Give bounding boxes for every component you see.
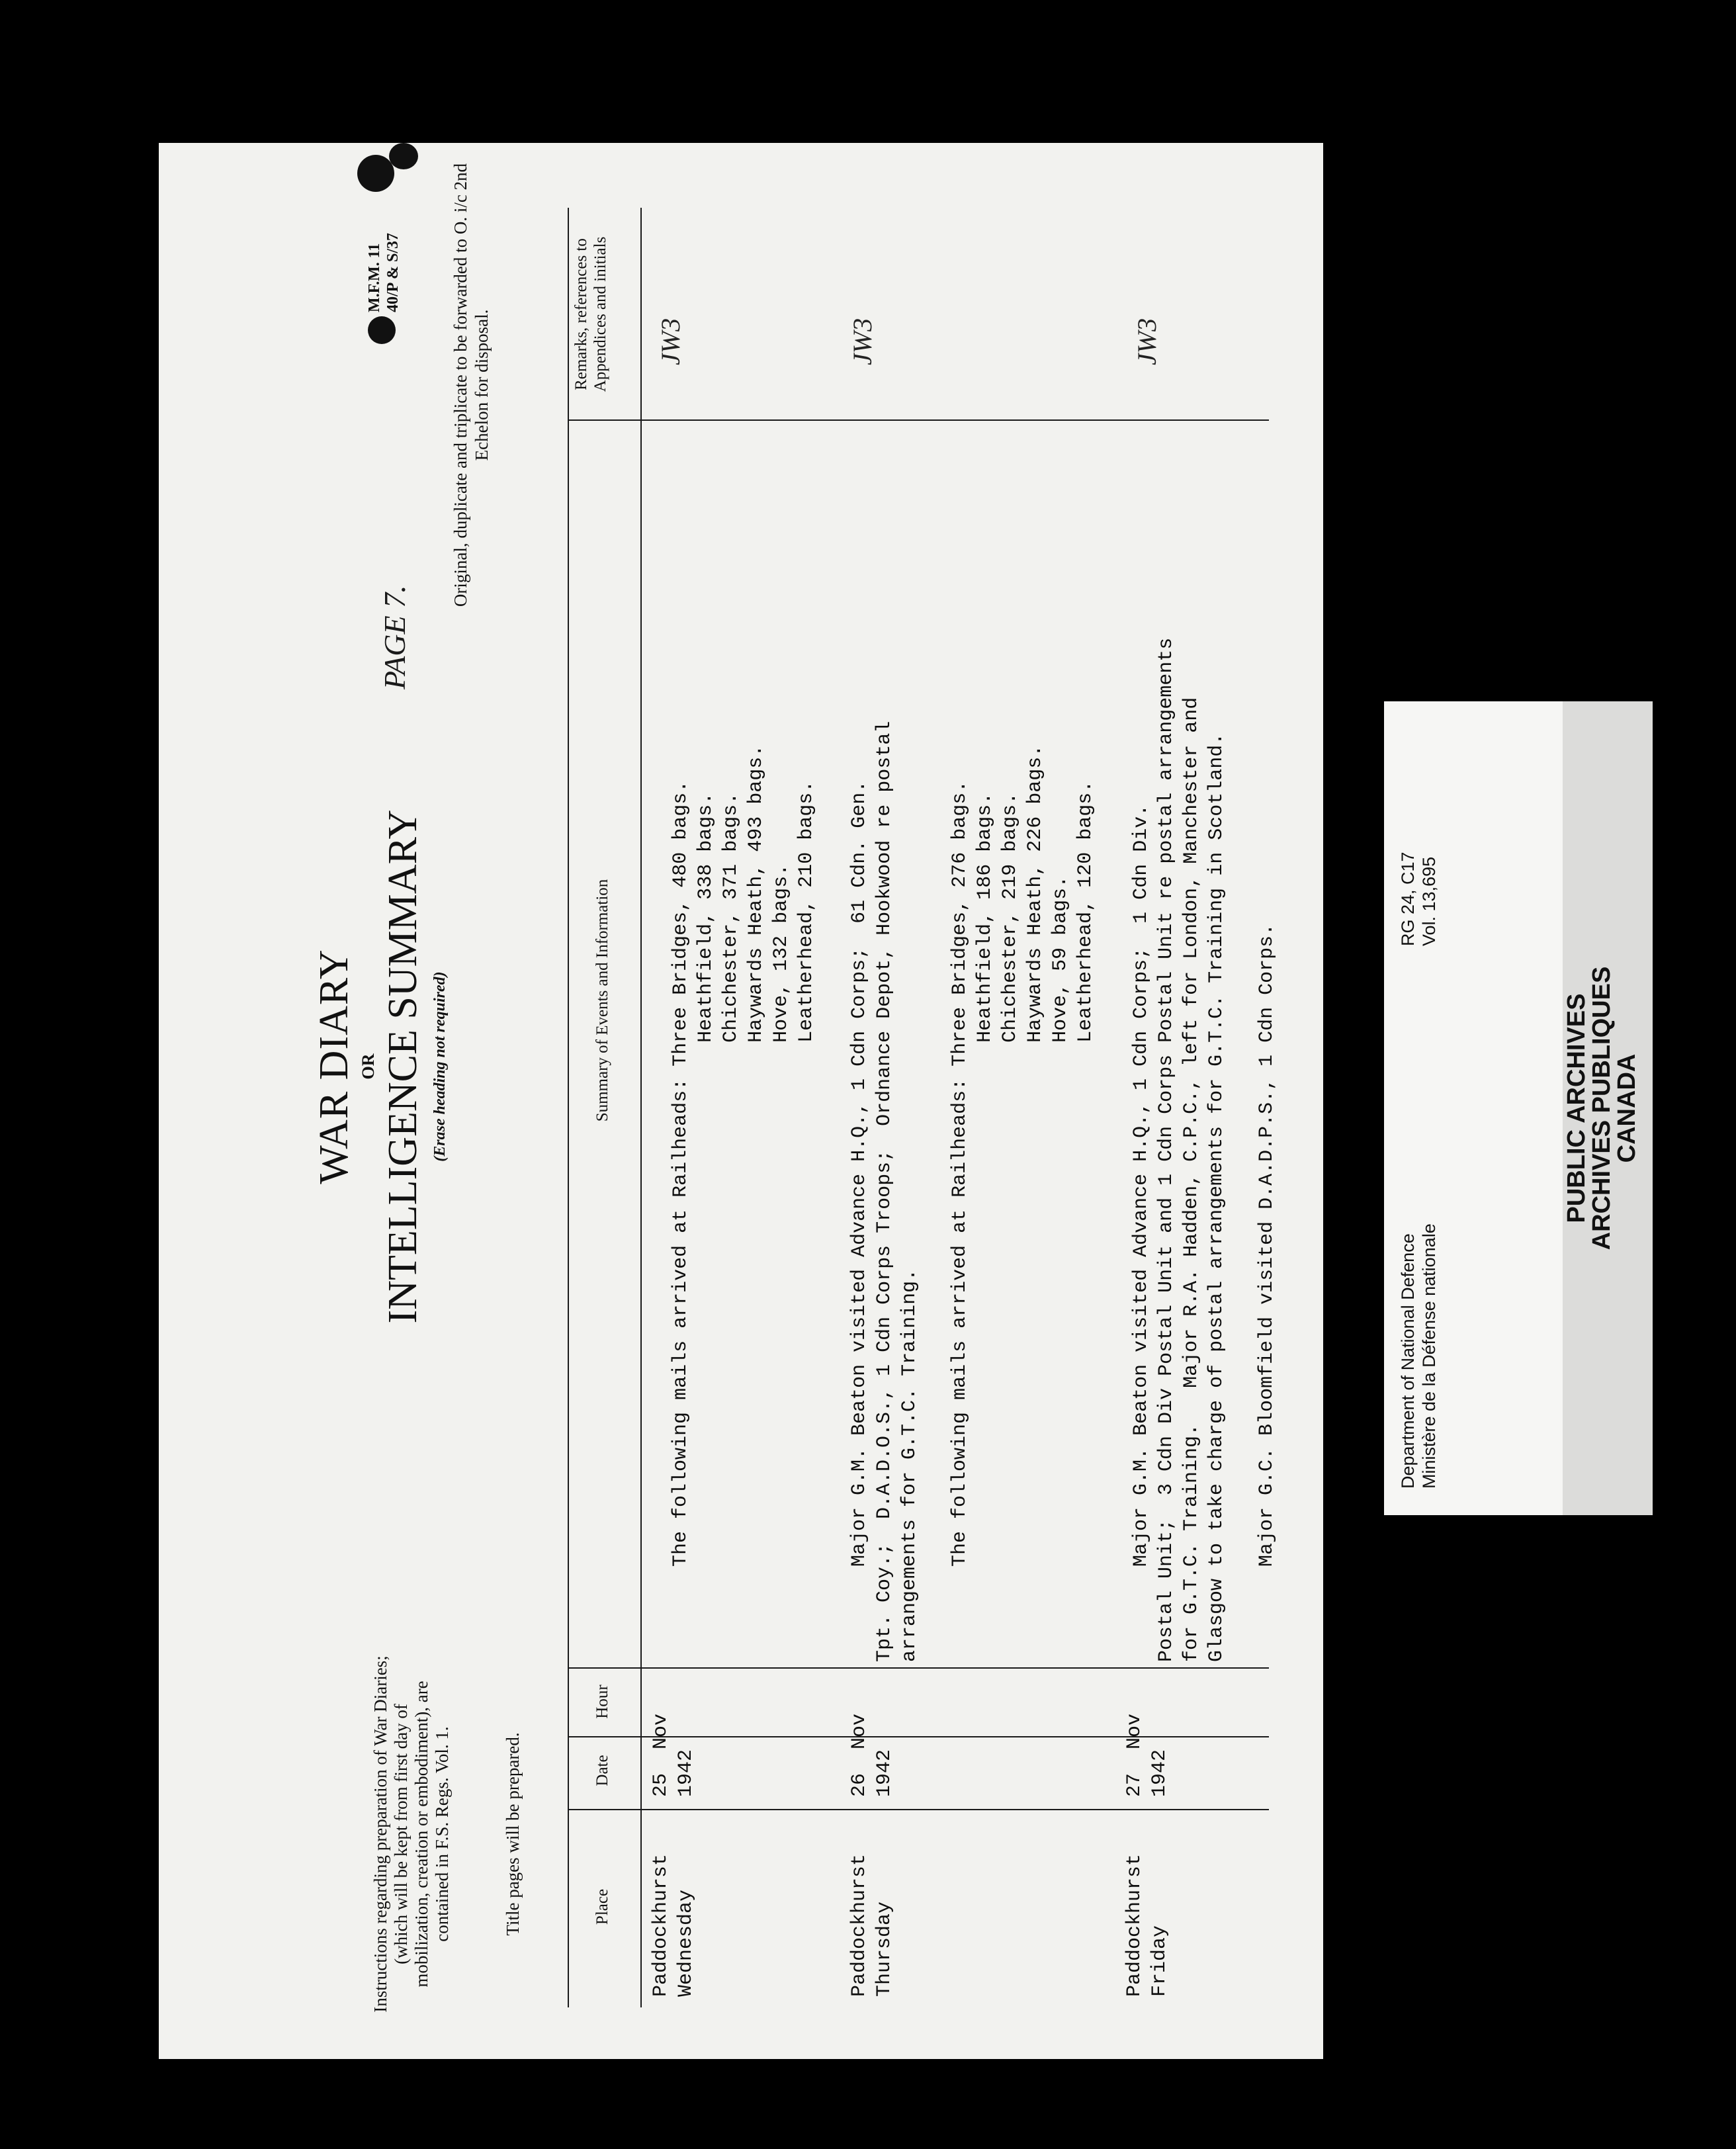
form-code-line-1: M.F.M. 11 bbox=[366, 243, 383, 312]
form-title-block bbox=[311, 670, 449, 1464]
entry-3-place: Paddockhurst Friday bbox=[1123, 1853, 1171, 1997]
entry-2-summary: Major G.M. Beaton visited Advance H.Q., 1 Cdn Corps; 61 Cdn. Gen. Tpt. Coy.; D.A.D.O.S., 1 Cdn Corps Troops; Ordnance Depot, Hookwood re postal arrangements for G.T.C. Training. The following mails arrived at Railheads: Three Bridges, 276 bags. Heathfield, 186 bags. Chichester, 219 bags. Haywards Heath, 226 bags. Hove, 59 bags. Leatherhead, 120 bags. bbox=[848, 721, 1097, 1662]
war-diary-form bbox=[159, 143, 1323, 2059]
form-title: WAR DIARY bbox=[312, 949, 357, 1184]
archive-label-panel bbox=[1384, 701, 1563, 1515]
archive-label-rotated bbox=[1384, 701, 1653, 1515]
entry-1-date: 25 Nov 1942 bbox=[650, 1713, 697, 1797]
entry-2-place: Paddockhurst Thursday bbox=[848, 1853, 896, 1997]
table-header-rule bbox=[640, 208, 642, 2007]
archives-name bbox=[1564, 701, 1639, 1515]
record-group: RG 24, C17 bbox=[1398, 852, 1418, 946]
entry-1-summary: The following mails arrived at Railheads: Three Bridges, 480 bags. Heathfield, 338 bags. Chichester, 371 bags. Haywards Heath, 493 bags. Hove, 132 bags. Leatherhead, 210 bags. bbox=[670, 744, 818, 1567]
entry-1-place: Paddockhurst Wednesday bbox=[650, 1853, 697, 1997]
erase-heading-note: (Erase heading not required) bbox=[431, 971, 449, 1162]
record-volume: Vol. 13,695 bbox=[1419, 856, 1439, 946]
table-top-rule bbox=[568, 208, 569, 2007]
page-number-note: PAGE 7. bbox=[378, 585, 412, 689]
form-title-or: OR bbox=[359, 1053, 378, 1080]
archives-english: PUBLIC ARCHIVES bbox=[1563, 993, 1590, 1223]
entry-2-date: 26 Nov 1942 bbox=[848, 1713, 896, 1797]
entry-2-initials: JW3 bbox=[847, 318, 877, 365]
title-pages-note: Title pages will be prepared. bbox=[503, 1732, 523, 1936]
header-date: Date bbox=[593, 1755, 611, 1786]
entry-3-date: 27 Nov 1942 bbox=[1123, 1713, 1171, 1797]
record-reference bbox=[1397, 852, 1440, 946]
header-summary: Summary of Events and Information bbox=[593, 879, 611, 1122]
form-code-line-2: 40/P & S/37 bbox=[384, 232, 402, 312]
binder-hole bbox=[357, 155, 394, 192]
department-name bbox=[1397, 1223, 1440, 1489]
entry-1-initials: JW3 bbox=[656, 318, 685, 365]
archives-french: ARCHIVES PUBLIQUES bbox=[1588, 966, 1616, 1250]
header-remarks: Remarks, references to Appendices and initials bbox=[572, 236, 609, 392]
entry-3-summary: Major G.M. Beaton visited Advance H.Q., 1 Cdn Corps; 1 Cdn Div. Postal Unit; 3 Cdn Div Postal Unit and 1 Cdn Corps Postal Unit re postal arrangements for G.T.C. Training. Major R.A. Hadden, C.P.C., left for London, Manchester and Glasgow to take charge of postal arrangements for G.T.C. Training in Scotland. Major G.C. Bloomfield visited D.A.D.P.S., 1 Cdn Corps. bbox=[1130, 637, 1278, 1662]
column-rule-hour bbox=[568, 1667, 1269, 1669]
header-hour: Hour bbox=[593, 1685, 611, 1719]
binder-hole bbox=[368, 316, 396, 344]
department-french: Ministère de la Défense nationale bbox=[1419, 1223, 1439, 1489]
header-place: Place bbox=[593, 1888, 611, 1925]
column-rule-remarks bbox=[568, 419, 1269, 421]
archive-label bbox=[1384, 701, 1653, 1515]
department-english: Department of National Defence bbox=[1398, 1233, 1418, 1489]
column-rule-place bbox=[568, 1809, 1269, 1810]
entry-3-initials: JW3 bbox=[1132, 318, 1162, 365]
form-subtitle: INTELLIGENCE SUMMARY bbox=[380, 809, 425, 1324]
binder-hole bbox=[389, 143, 418, 169]
war-diary-form-rotated bbox=[159, 143, 1323, 2059]
distribution-note: Original, duplicate and triplicate to be forwarded to O. i/c 2nd Echelon for disposal. bbox=[451, 163, 492, 607]
archives-country: CANADA bbox=[1613, 1053, 1641, 1163]
instructions-note: Instructions regarding preparation of War Diaries; (which will be kept from first day of mobilization, creation or embodiment), are contained in F.S. Regs. Vol. 1. bbox=[370, 1655, 452, 2013]
